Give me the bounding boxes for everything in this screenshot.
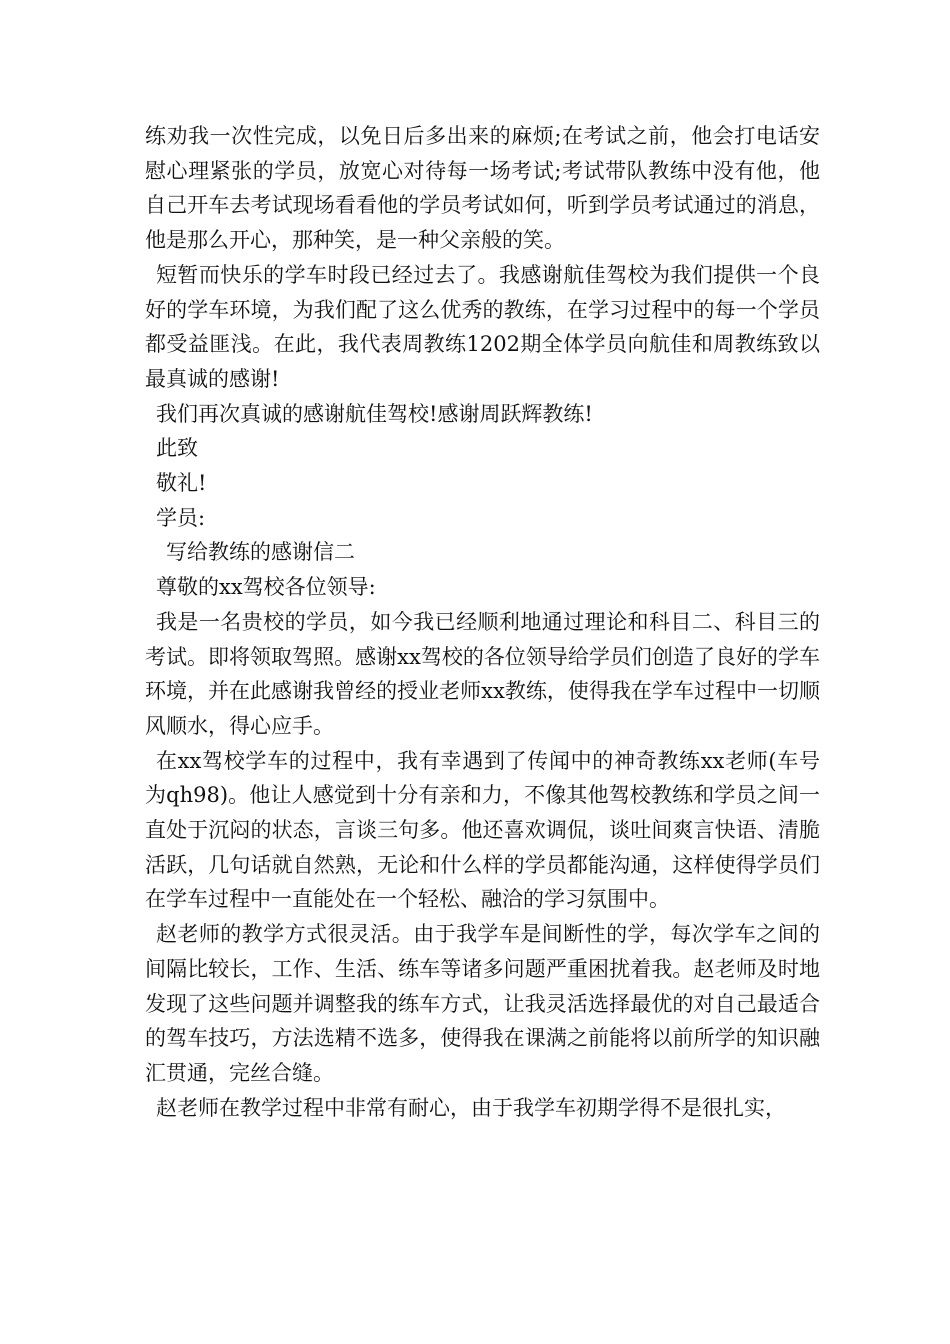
letter-two-title: 写给教练的感谢信二 — [166, 540, 355, 565]
signature-student: 学员: — [156, 505, 206, 530]
paragraph-introduction: 我是一名贵校的学员，如今我已经顺利地通过理论和科目二、科目三的考试。即将领取驾照。感谢xx驾校的各位领导给学员们创造了良好的学车环境，并在此感谢我曾经的授业老师xx教练，使得我在学车过程中一切顺风顺水，得心应手。 — [145, 609, 820, 738]
document-body — [145, 119, 820, 1125]
paragraph-coach-personality: 在xx驾校学车的过程中，我有幸遇到了传闻中的神奇教练xx老师(车号为qh98)。他让人感觉到十分有亲和力，不像其他驾校教练和学员之间一直处于沉闷的状态，言谈三句多。他还喜欢调侃，谈吐间爽言快语、清脆活跃，几句话就自然熟，无论和什么样的学员都能沟通，这样使得学员们在学车过程中一直能处在一个轻松、融洽的学习氛围中。 — [145, 748, 820, 912]
paragraph-thanks-school: 短暂而快乐的学车时段已经过去了。我感谢航佳驾校为我们提供一个良好的学车环境，为我们配了这么优秀的教练，在学习过程中的每一个学员都受益匪浅。在此，我代表周教练1202期全体学员向航佳和周教练致以最真诚的感谢! — [145, 262, 820, 391]
closing-cizhi: 此致 — [156, 436, 198, 461]
closing-jingli: 敬礼! — [156, 471, 207, 496]
paragraph-teaching-method: 赵老师的教学方式很灵活。由于我学车是间断性的学，每次学车之间的间隔比较长，工作、生活、练车等诸多问题严重困扰着我。赵老师及时地发现了这些问题并调整我的练车方式，让我灵活选择最优的对自己最适合的驾车技巧，方法选精不选多，使得我在课满之前能将以前所学的知识融汇贯通，完丝合缝。 — [145, 922, 820, 1085]
letter-two-salutation: 尊敬的xx驾校各位领导: — [156, 575, 376, 600]
paragraph-patience: 赵老师在教学过程中非常有耐心，由于我学车初期学得不是很扎实， — [156, 1095, 786, 1120]
paragraph-thanks-again: 我们再次真诚的感谢航佳驾校!感谢周跃辉教练! — [156, 401, 593, 426]
paragraph-coach-care: 练劝我一次性完成，以免日后多出来的麻烦;在考试之前，他会打电话安慰心理紧张的学员，放宽心对待每一场考试;考试带队教练中没有他，他自己开车去考试现场看看他的学员考试如何，听到学员考试通过的消息，他是那么开心，那种笑，是一种父亲般的笑。 — [145, 124, 820, 253]
